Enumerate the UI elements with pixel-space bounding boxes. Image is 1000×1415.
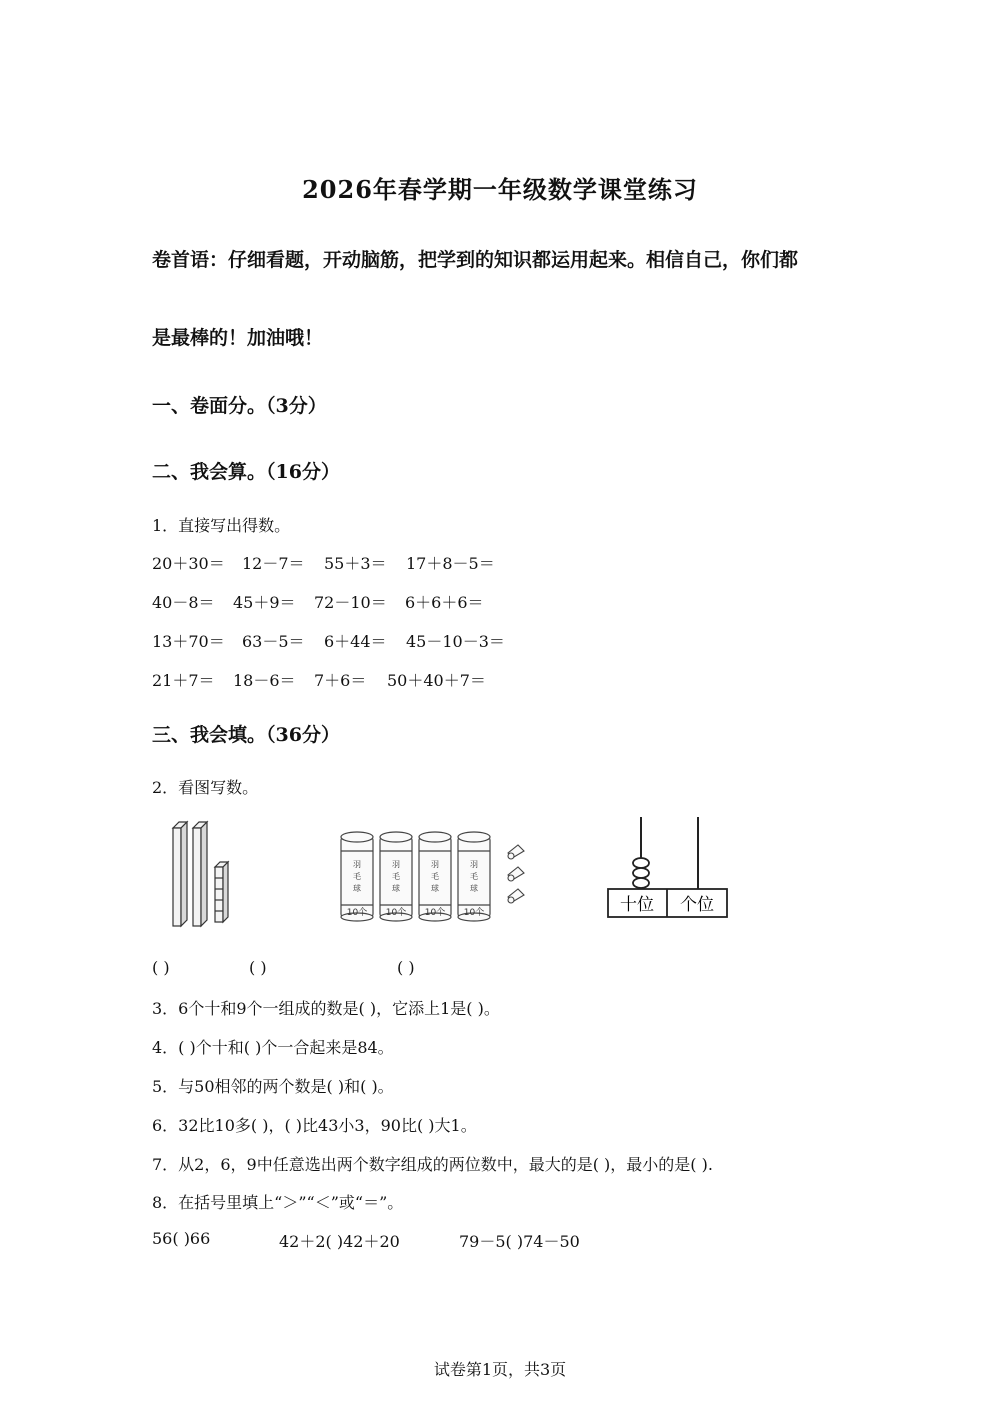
calc-item: 6＋44＝ — [324, 632, 387, 651]
section-2-heading: 二、我会算。（16分） — [152, 461, 340, 483]
tube-count-label: 10个 — [463, 908, 485, 918]
question-4: 4．( )个十和( )个一合起来是84。 — [152, 1038, 394, 1057]
answer-blank-2[interactable]: ( ) — [249, 958, 267, 977]
tube-label-char: 毛 — [353, 872, 361, 881]
shuttlecock-tube — [458, 832, 490, 921]
tube-label-char: 毛 — [431, 872, 439, 881]
compare-item: 42＋2( )42＋20 — [279, 1232, 400, 1251]
answer-blank-3[interactable]: ( ) — [397, 958, 415, 977]
calc-item: 20＋30＝ — [152, 554, 225, 573]
tube-label-char: 球 — [470, 884, 478, 893]
tube-label-char: 羽 — [353, 860, 361, 869]
shuttlecock-tubes-figure — [333, 825, 533, 925]
compare-item: 56( )66 — [152, 1229, 211, 1248]
section-3-heading: 三、我会填。（36分） — [152, 724, 340, 746]
calc-item: 21＋7＝ — [152, 671, 215, 690]
ones-place-label: 个位 — [680, 895, 714, 915]
shuttlecock-tube — [380, 832, 412, 921]
calc-item: 7＋6＝ — [314, 671, 367, 690]
calc-item: 17＋8－5＝ — [406, 554, 495, 573]
intro-line-1: 卷首语：仔细看题，开动脑筋，把学到的知识都运用起来。相信自己，你们都 — [152, 249, 799, 271]
question-1-title: 1．直接写出得数。 — [152, 516, 291, 535]
tube-label-char: 球 — [392, 884, 400, 893]
calc-item: 6＋6＋6＝ — [405, 593, 484, 612]
base-ten-blocks-figure — [165, 818, 240, 930]
calc-row-3 — [152, 629, 505, 652]
intro-line-2: 是最棒的！加油哦！ — [152, 327, 324, 349]
tube-label-char: 球 — [353, 884, 361, 893]
calc-item: 40－8＝ — [152, 593, 215, 612]
abacus-figure — [603, 813, 733, 923]
answer-blank-1[interactable]: ( ) — [152, 958, 170, 977]
tube-label-char: 毛 — [392, 872, 400, 881]
shuttlecock-tube — [419, 832, 451, 921]
question-6: 6．32比10多( )，( )比43小3，90比( )大1。 — [152, 1116, 477, 1135]
question-7: 7．从2，6，9中任意选出两个数字组成的两位数中，最大的是( )，最小的是( ). — [152, 1155, 713, 1174]
calc-item: 63－5＝ — [242, 632, 305, 651]
calc-row-2 — [152, 590, 484, 613]
calc-item: 12－7＝ — [242, 554, 305, 573]
tens-place-label: 十位 — [620, 895, 654, 915]
calc-item: 13＋70＝ — [152, 632, 225, 651]
compare-item: 79－5( )74－50 — [459, 1232, 580, 1251]
tube-count-label: 10个 — [424, 908, 446, 918]
calc-item: 55＋3＝ — [324, 554, 387, 573]
page-title: 2026年春学期一年级数学课堂练习 — [302, 175, 698, 204]
tube-count-label: 10个 — [385, 908, 407, 918]
question-8-title: 8．在括号里填上“＞”“＜”或“＝”。 — [152, 1193, 404, 1212]
tube-label-char: 羽 — [470, 860, 478, 869]
calc-item: 18－6＝ — [233, 671, 296, 690]
question-5: 5．与50相邻的两个数是( )和( )。 — [152, 1077, 394, 1096]
section-1-heading: 一、卷面分。（3分） — [152, 395, 327, 417]
tube-label-char: 毛 — [470, 872, 478, 881]
tube-label-char: 球 — [431, 884, 439, 893]
calc-item: 45＋9＝ — [233, 593, 296, 612]
calc-item: 50＋40＋7＝ — [387, 671, 486, 690]
shuttlecock-tube — [341, 832, 373, 921]
question-3: 3．6个十和9个一组成的数是( )，它添上1是( )。 — [152, 999, 500, 1018]
tube-label-char: 羽 — [392, 860, 400, 869]
tube-label-char: 羽 — [431, 860, 439, 869]
calc-row-1 — [152, 551, 495, 574]
page-footer: 试卷第1页，共3页 — [433, 1360, 567, 1379]
loose-shuttlecocks — [508, 845, 524, 903]
calc-item: 45－10－3＝ — [406, 632, 505, 651]
compare-row — [152, 1229, 580, 1252]
question-2-title: 2．看图写数。 — [152, 778, 259, 797]
calc-row-4 — [152, 668, 486, 691]
tube-count-label: 10个 — [346, 908, 368, 918]
calc-item: 72－10＝ — [314, 593, 387, 612]
